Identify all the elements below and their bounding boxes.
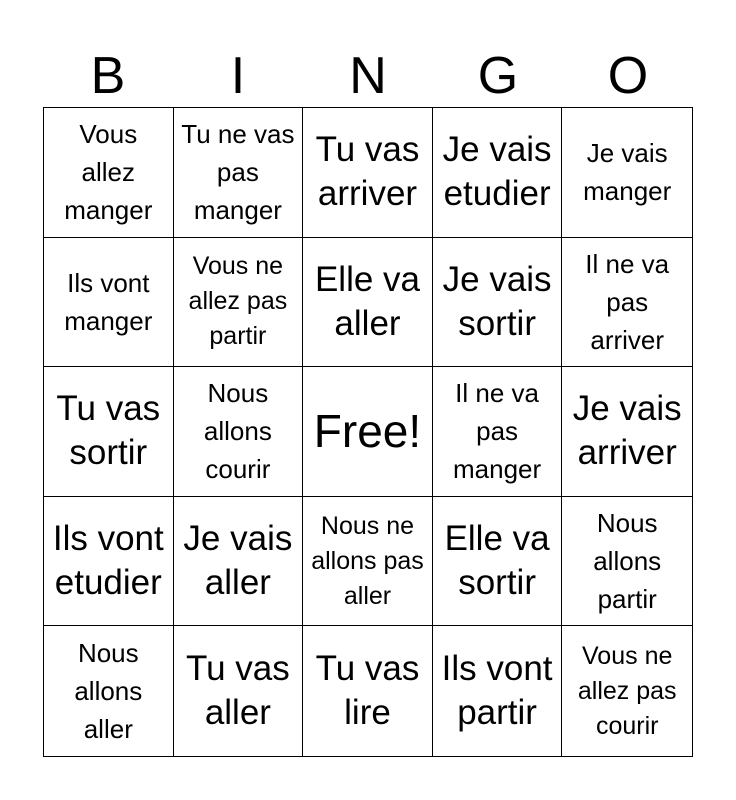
bingo-cell[interactable] bbox=[433, 238, 563, 368]
cell-text: Ils vont etudier bbox=[52, 519, 164, 603]
bingo-cell[interactable] bbox=[44, 108, 174, 238]
bingo-cell[interactable] bbox=[174, 108, 304, 238]
bingo-cell[interactable] bbox=[562, 108, 692, 238]
cell-text: Ils vont partir bbox=[441, 649, 553, 733]
bingo-cell[interactable] bbox=[562, 626, 692, 756]
cell-text: Vous allez manger bbox=[64, 119, 153, 226]
cell-text: Nous allons aller bbox=[74, 638, 143, 745]
bingo-cell[interactable] bbox=[433, 367, 563, 497]
bingo-cell[interactable] bbox=[303, 626, 433, 756]
bingo-cell[interactable] bbox=[44, 626, 174, 756]
cell-text: Vous ne allez pas courir bbox=[577, 641, 677, 740]
cell-text: Elle va sortir bbox=[444, 519, 550, 603]
bingo-header bbox=[43, 48, 693, 104]
bingo-cell[interactable] bbox=[433, 626, 563, 756]
cell-text: Nous allons courir bbox=[203, 378, 272, 485]
bingo-cell[interactable] bbox=[303, 108, 433, 238]
bingo-cell[interactable] bbox=[303, 497, 433, 627]
header-letter-i: I bbox=[230, 47, 246, 105]
bingo-cell[interactable] bbox=[44, 497, 174, 627]
header-letter-b: B bbox=[90, 47, 126, 105]
cell-text: Tu vas sortir bbox=[56, 389, 161, 473]
header-letter-g: G bbox=[477, 47, 519, 105]
cell-text: Je vais manger bbox=[583, 138, 672, 207]
free-space-label: Free! bbox=[313, 405, 422, 458]
cell-text: Nous allons partir bbox=[593, 508, 662, 615]
cell-text: Il ne va pas arriver bbox=[585, 248, 670, 355]
header-letter-n: N bbox=[349, 47, 387, 105]
free-space-cell[interactable] bbox=[303, 367, 433, 497]
bingo-cell[interactable] bbox=[44, 367, 174, 497]
bingo-cell[interactable] bbox=[433, 108, 563, 238]
bingo-cell[interactable] bbox=[174, 497, 304, 627]
bingo-cell[interactable] bbox=[44, 238, 174, 368]
cell-text: Je vais etudier bbox=[442, 130, 552, 214]
bingo-cell[interactable] bbox=[562, 497, 692, 627]
bingo-cell[interactable] bbox=[433, 497, 563, 627]
cell-text: Je vais sortir bbox=[442, 259, 552, 343]
bingo-cell[interactable] bbox=[174, 626, 304, 756]
cell-text: Elle va aller bbox=[314, 259, 421, 343]
cell-text: Tu vas arriver bbox=[315, 130, 420, 214]
cell-text: Vous ne allez pas partir bbox=[188, 252, 288, 351]
cell-text: Je vais aller bbox=[183, 519, 293, 603]
bingo-cell[interactable] bbox=[174, 238, 304, 368]
bingo-cell[interactable] bbox=[562, 238, 692, 368]
bingo-cell[interactable] bbox=[174, 367, 304, 497]
cell-text: Tu vas aller bbox=[186, 649, 290, 733]
cell-text: Nous ne allons pas aller bbox=[311, 511, 424, 610]
cell-text: Il ne va pas manger bbox=[453, 378, 542, 485]
cell-text: Je vais arriver bbox=[572, 389, 682, 473]
header-letter-o: O bbox=[607, 47, 649, 105]
bingo-cell[interactable] bbox=[562, 367, 692, 497]
cell-text: Tu ne vas pas manger bbox=[181, 119, 295, 226]
bingo-cell[interactable] bbox=[303, 238, 433, 368]
cell-text: Ils vont manger bbox=[64, 267, 153, 336]
bingo-card-grid bbox=[43, 107, 693, 757]
cell-text: Tu vas lire bbox=[315, 649, 420, 733]
